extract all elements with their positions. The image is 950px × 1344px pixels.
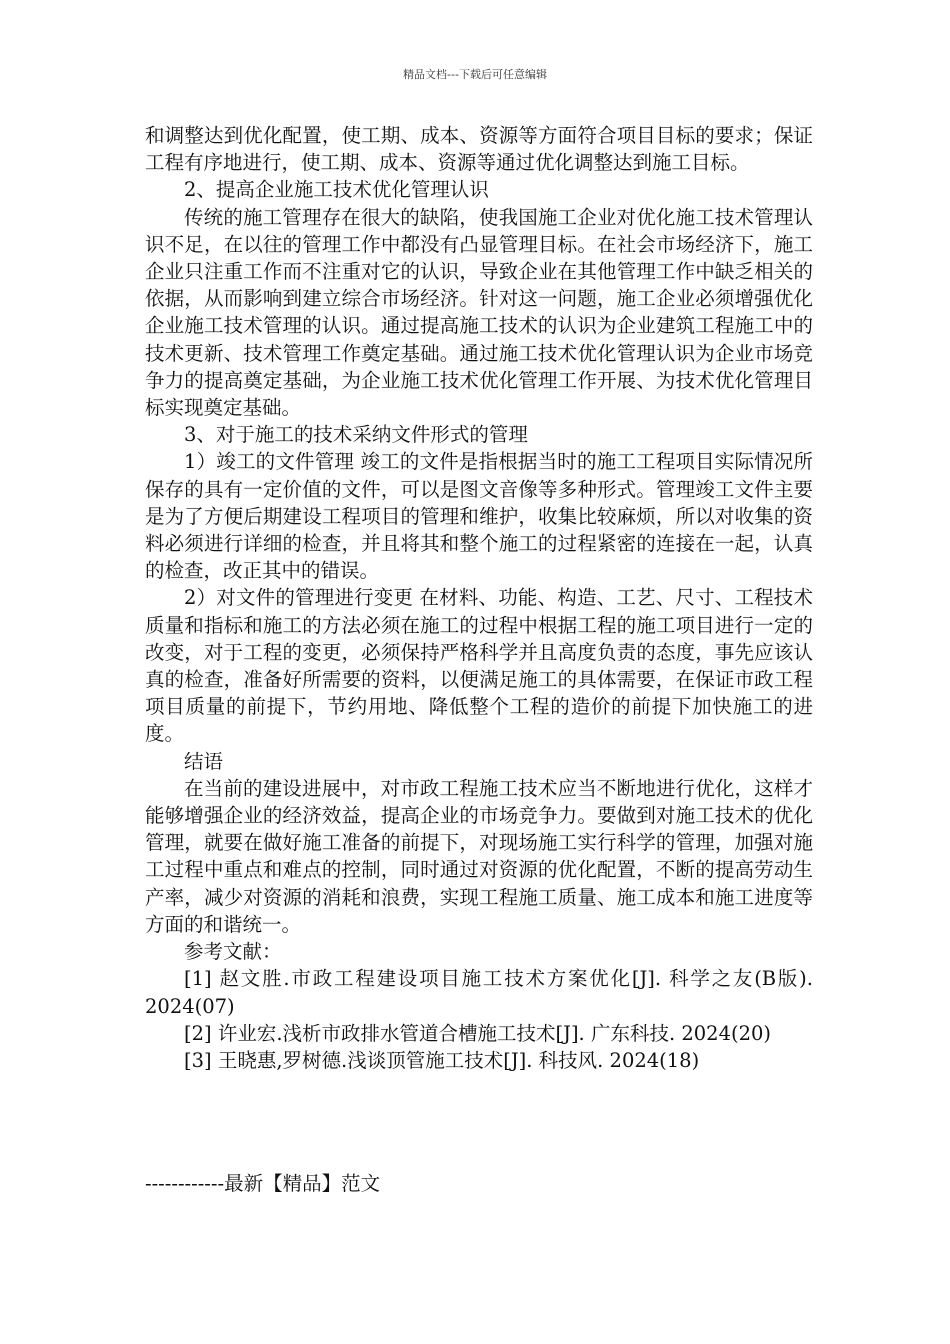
section-heading-2: 2、提高企业施工技术优化管理认识 — [184, 178, 489, 202]
references-heading: 参考文献： — [184, 940, 282, 964]
reference-item-3: [3] 王晓惠,罗树德.浅谈顶管施工技术[J]. 科技风. 2024(18) — [184, 1048, 700, 1072]
conclusion-heading: 结语 — [184, 749, 224, 773]
paragraph-file-changes: 2）对文件的管理进行变更 在材料、功能、构造、工艺、尺寸、工程技术质量和指标和施工的方法必须在施工的过程中根据工程的施工项目进行一定的改变，对于工程的变更，必须保持严格科学并且高度负责的态度，事先应该认真的检查，准备好所需要的资料，以便满足施工的具体需要，在保证市政工程项目质量的前提下，节约用地、降低整个工程的造价的前提下加快施工的进度。 — [145, 586, 813, 746]
paragraph-completion-files: 1）竣工的文件管理 竣工的文件是指根据当时的施工工程项目实际情况所保存的具有一定价值的文件，可以是图文音像等多种形式。管理竣工文件主要是为了方便后期建设工程项目的管理和维护，收集比较麻烦，所以对收集的资料必须进行详细的检查，并且将其和整个施工的过程紧密的连接在一起，认真的检查，改正其中的错误。 — [145, 450, 813, 583]
paragraph-management-awareness: 传统的施工管理存在很大的缺陷，使我国施工企业对优化施工技术管理认识不足，在以往的管理工作中都没有凸显管理目标。在社会市场经济下，施工企业只注重工作而不注重对它的认识，导致企业在其他管理工作中缺乏相关的依据，从而影响到建立综合市场经济。针对这一问题，施工企业必须增强优化企业施工技术管理的认识。通过提高施工技术的认识为企业建筑工程施工中的技术更新、技术管理工作奠定基础。通过施工技术优化管理认识为企业市场竞争力的提高奠定基础，为企业施工技术优化管理工作开展、为技术优化管理目标实现奠定基础。 — [145, 205, 813, 420]
reference-item-2: [2] 许业宏.浅析市政排水管道合槽施工技术[J]. 广东科技. 2024(20) — [184, 1021, 771, 1045]
page-header: 精品文档---下载后可任意编辑 — [403, 68, 547, 81]
section-heading-3: 3、对于施工的技术采纳文件形式的管理 — [184, 423, 528, 447]
paragraph-continuation: 和调整达到优化配置，使工期、成本、资源等方面符合项目目标的要求；保证工程有序地进行，使工期、成本、资源等通过优化调整达到施工目标。 — [145, 124, 813, 175]
document-body — [145, 122, 813, 1074]
reference-item-1: [1] 赵文胜.市政工程建设项目施工技术方案优化[J]. 科学之友(B版). 2024(07) — [145, 967, 813, 1018]
page-footer: ------------最新【精品】范文 — [145, 1172, 381, 1195]
paragraph-conclusion: 在当前的建设进展中，对市政工程施工技术应当不断地进行优化，这样才能够增强企业的经济效益，提高企业的市场竞争力。要做到对施工技术的优化管理，就要在做好施工准备的前提下，对现场施工实行科学的管理，加强对施工过程中重点和难点的控制，同时通过对资源的优化配置，不断的提高劳动生产率，减少对资源的消耗和浪费，实现工程施工质量、施工成本和施工进度等方面的和谐统一。 — [145, 776, 813, 936]
